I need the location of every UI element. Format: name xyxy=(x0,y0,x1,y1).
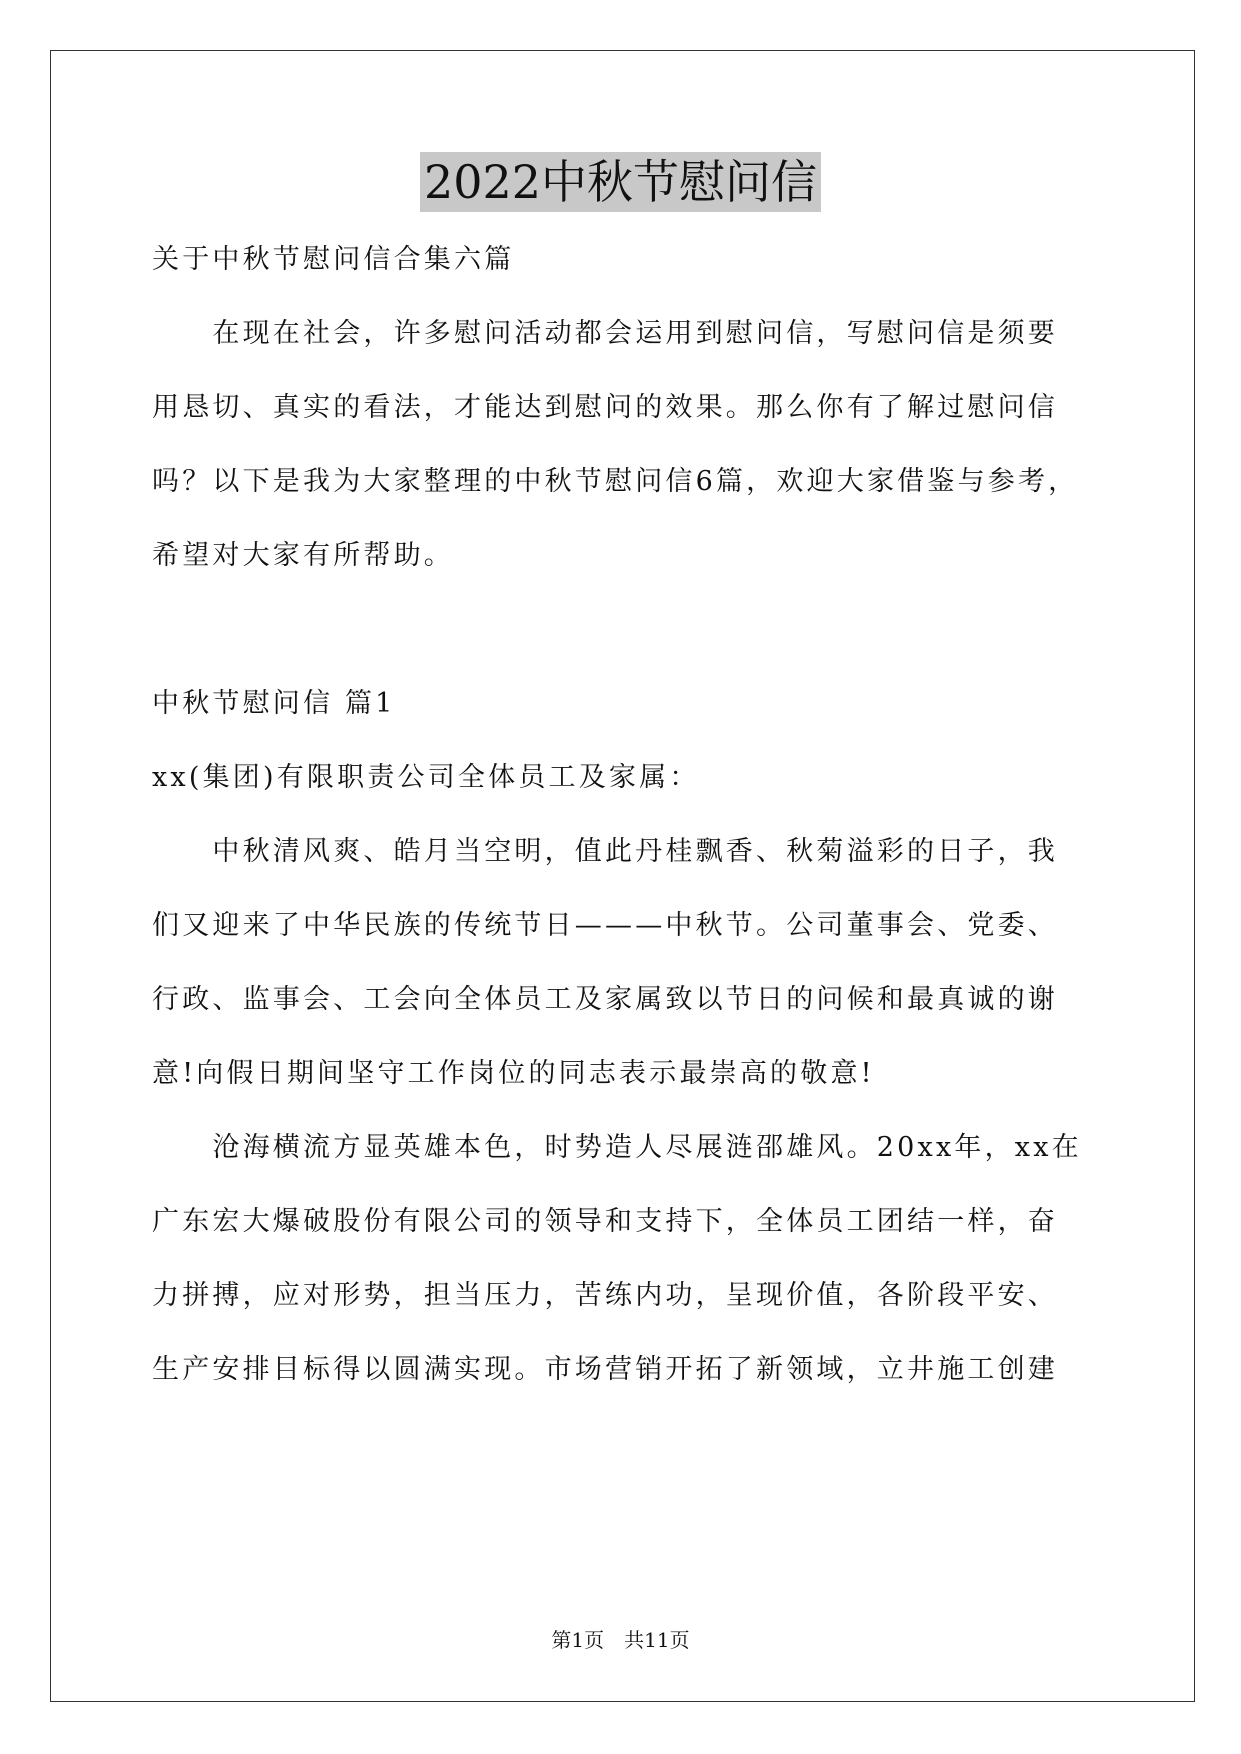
paragraph-line: 意!向假日期间坚守工作岗位的同志表示最崇高的敬意! xyxy=(152,1058,875,1089)
page-border xyxy=(50,50,1195,1702)
section-heading: 中秋节慰问信 篇1 xyxy=(152,688,396,719)
title-wrap xyxy=(0,152,1241,212)
paragraph-line: 中秋清风爽、皓月当空明，值此丹桂飘香、秋菊溢彩的日子，我 xyxy=(152,836,1058,867)
document-title: 2022中秋节慰问信 xyxy=(420,152,821,212)
subtitle: 关于中秋节慰问信合集六篇 xyxy=(152,244,515,275)
salutation: xx(集团)有限职责公司全体员工及家属： xyxy=(152,762,700,793)
intro-line: 用恳切、真实的看法，才能达到慰问的效果。那么你有了解过慰问信 xyxy=(152,392,1058,423)
paragraph-line: 沧海横流方显英雄本色，时势造人尽展涟邵雄风。20xx年，xx在 xyxy=(152,1132,1082,1163)
paragraph-line: 广东宏大爆破股份有限公司的领导和支持下，全体员工团结一样，奋 xyxy=(152,1206,1058,1237)
intro-line: 在现在社会，许多慰问活动都会运用到慰问信，写慰问信是须要 xyxy=(152,318,1058,349)
intro-line: 希望对大家有所帮助。 xyxy=(152,540,454,571)
page-number-footer: 第1页 共11页 xyxy=(551,1628,690,1652)
paragraph-line: 生产安排目标得以圆满实现。市场营销开拓了新领域，立井施工创建 xyxy=(152,1354,1058,1385)
paragraph-line: 们又迎来了中华民族的传统节日———中秋节。公司董事会、党委、 xyxy=(152,910,1058,941)
intro-line: 吗？以下是我为大家整理的中秋节慰问信6篇，欢迎大家借鉴与参考， xyxy=(152,466,1079,497)
paragraph-line: 力拼搏，应对形势，担当压力，苦练内功，呈现价值，各阶段平安、 xyxy=(152,1280,1058,1311)
paragraph-line: 行政、监事会、工会向全体员工及家属致以节日的问候和最真诚的谢 xyxy=(152,984,1058,1015)
